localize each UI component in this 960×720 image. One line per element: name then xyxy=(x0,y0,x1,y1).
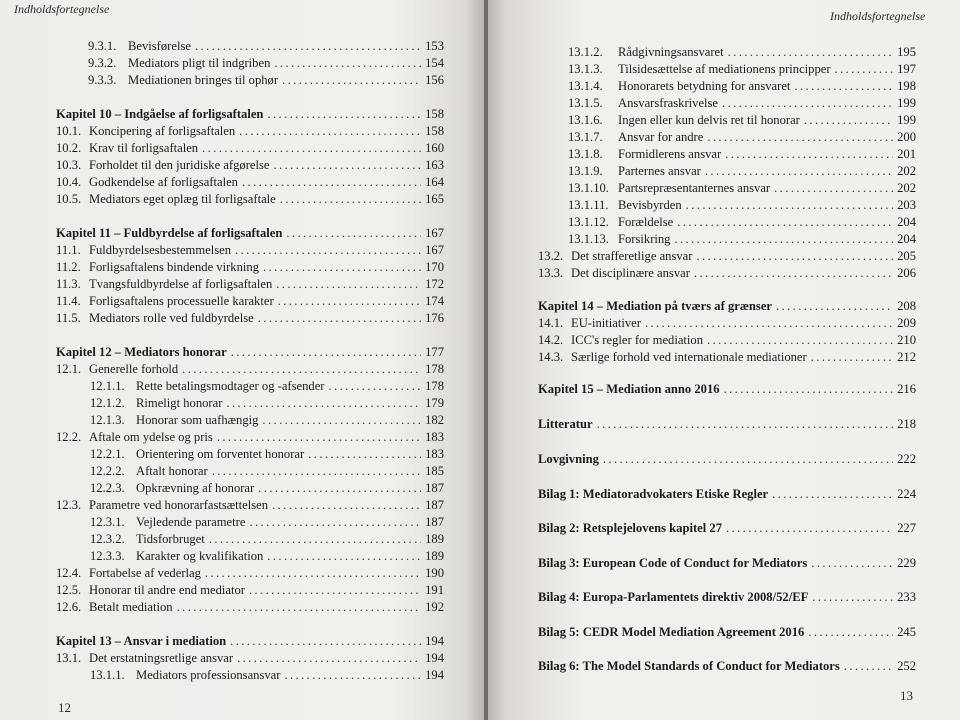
toc-page-number: 167 xyxy=(425,226,444,240)
toc-number: 13.1.7. xyxy=(568,130,603,144)
toc-page-number: 216 xyxy=(897,382,916,396)
toc-title: Ansvar for andre xyxy=(618,130,704,144)
dot-leader xyxy=(280,191,421,207)
dot-leader xyxy=(284,667,421,683)
dot-leader xyxy=(177,599,422,615)
toc-number: 12.1.3. xyxy=(90,413,125,427)
toc-page-number: 227 xyxy=(897,521,916,535)
dot-leader xyxy=(217,429,421,445)
toc-title: Ansvarsfraskrivelse xyxy=(618,96,719,110)
dot-leader xyxy=(812,589,893,605)
toc-page-number: 182 xyxy=(425,413,444,427)
toc-page-number: 158 xyxy=(425,124,444,138)
toc-title: Generelle forhold xyxy=(89,362,179,376)
toc-number: 10.4. xyxy=(56,175,82,189)
toc-page-number: 191 xyxy=(425,583,444,597)
dot-leader xyxy=(272,497,421,513)
toc-title: Bevisførelse xyxy=(128,39,191,53)
toc-entry xyxy=(568,61,916,77)
toc-number: 13.1.4. xyxy=(568,79,603,93)
toc-page-number: 156 xyxy=(425,73,444,87)
toc-number: 12.1.1. xyxy=(90,379,125,393)
toc-page-number: 194 xyxy=(425,668,444,682)
dot-leader xyxy=(696,248,893,264)
toc-title: Mediationen bringes til ophør xyxy=(128,73,279,87)
dot-leader xyxy=(705,163,893,179)
toc-number: 12.5. xyxy=(56,583,82,597)
toc-chapter-entry xyxy=(538,416,916,432)
toc-title: Forligsaftalens processuelle karakter xyxy=(89,294,274,308)
toc-title: Koncipering af forligsaftalen xyxy=(89,124,236,138)
toc-entry xyxy=(568,129,916,145)
toc-entry xyxy=(56,123,444,139)
toc-number: 12.3.1. xyxy=(90,515,125,529)
toc-title: Rimeligt honorar xyxy=(136,396,223,410)
dot-leader xyxy=(772,486,893,502)
toc-entry xyxy=(56,310,444,326)
dot-leader xyxy=(811,555,893,571)
toc-title: Orientering om forventet honorar xyxy=(136,447,305,461)
toc-page-number: 154 xyxy=(425,56,444,70)
toc-page-number: 252 xyxy=(897,659,916,673)
toc-page-number: 187 xyxy=(425,515,444,529)
toc-title: Det strafferetlige ansvar xyxy=(571,249,693,263)
toc-entry xyxy=(88,38,444,54)
dot-leader xyxy=(267,548,421,564)
toc-page-number: 245 xyxy=(897,625,916,639)
toc-title: Det disciplinære ansvar xyxy=(571,266,690,280)
dot-leader xyxy=(645,315,893,331)
dot-leader xyxy=(308,446,421,462)
toc-title: Bilag 4: Europa-Parlamentets direktiv 2008/52/EF xyxy=(538,590,809,604)
toc-page-number: 190 xyxy=(425,566,444,580)
toc-title: Parternes ansvar xyxy=(618,164,701,178)
toc-number: 12.3.2. xyxy=(90,532,125,546)
toc-chapter-entry xyxy=(538,624,916,640)
toc-title: Krav til forligsaftalen xyxy=(89,141,199,155)
toc-title: Kapitel 13 – Ansvar i mediation xyxy=(56,634,227,648)
toc-number: 12.1.2. xyxy=(90,396,125,410)
toc-entry xyxy=(56,293,444,309)
toc-number: 14.3. xyxy=(538,350,564,364)
toc-number: 14.2. xyxy=(538,333,564,347)
toc-number: 9.3.3. xyxy=(88,73,117,87)
dot-leader xyxy=(674,231,893,247)
dot-leader xyxy=(239,123,421,139)
toc-chapter-entry xyxy=(538,451,916,467)
toc-chapter-entry xyxy=(56,225,444,241)
toc-title: Fuldbyrdelsesbestemmelsen xyxy=(89,243,232,257)
toc-page-number: 179 xyxy=(425,396,444,410)
toc-title: Tilsidesættelse af mediationens principper xyxy=(618,62,831,76)
toc-page-number: 208 xyxy=(897,299,916,313)
toc-number: 12.2.2. xyxy=(90,464,125,478)
toc-title: Bilag 2: Retsplejelovens kapitel 27 xyxy=(538,521,722,535)
toc-page-number: 164 xyxy=(425,175,444,189)
toc-entry xyxy=(90,548,444,564)
toc-entry xyxy=(568,197,916,213)
toc-entry xyxy=(568,95,916,111)
toc-page-number: 183 xyxy=(425,430,444,444)
dot-leader xyxy=(844,658,893,674)
toc-page-number: 199 xyxy=(897,113,916,127)
toc-page-number: 158 xyxy=(425,107,444,121)
toc-title: Formidlerens ansvar xyxy=(618,147,722,161)
dot-leader xyxy=(249,514,421,530)
dot-leader xyxy=(811,349,893,365)
toc-entry xyxy=(56,259,444,275)
dot-leader xyxy=(263,259,421,275)
toc-number: 13.3. xyxy=(538,266,564,280)
toc-entry xyxy=(90,514,444,530)
toc-entry xyxy=(56,429,444,445)
toc-title: EU-initiativer xyxy=(571,316,641,330)
toc-page-number: 183 xyxy=(425,447,444,461)
toc-title: ICC's regler for mediation xyxy=(571,333,704,347)
toc-title: Aftalt honorar xyxy=(136,464,208,478)
toc-entry xyxy=(56,191,444,207)
toc-page-number: 202 xyxy=(897,181,916,195)
toc-number: 13.1.10. xyxy=(568,181,609,195)
toc-title: Bevisbyrden xyxy=(618,198,682,212)
toc-page-number: 222 xyxy=(897,452,916,466)
toc-page-number: 178 xyxy=(425,379,444,393)
toc-number: 10.2. xyxy=(56,141,82,155)
toc-number: 11.1. xyxy=(56,243,81,257)
toc-entry xyxy=(568,146,916,162)
dot-leader xyxy=(249,582,421,598)
toc-entry xyxy=(538,332,916,348)
toc-page-number: 195 xyxy=(897,45,916,59)
toc-page-number: 177 xyxy=(425,345,444,359)
toc-entry xyxy=(538,349,916,365)
toc-title: Tvangsfuldbyrdelse af forligsaftalen xyxy=(89,277,273,291)
dot-leader xyxy=(235,242,421,258)
toc-entry xyxy=(56,276,444,292)
dot-leader xyxy=(728,44,893,60)
toc-number: 12.6. xyxy=(56,600,82,614)
dot-leader xyxy=(726,520,893,536)
toc-page-number: 204 xyxy=(897,232,916,246)
dot-leader xyxy=(677,214,893,230)
toc-entry xyxy=(568,231,916,247)
toc-number: 14.1. xyxy=(538,316,564,330)
dot-leader xyxy=(776,298,893,314)
dot-leader xyxy=(276,276,421,292)
toc-chapter-entry xyxy=(538,520,916,536)
toc-number: 12.2.3. xyxy=(90,481,125,495)
toc-page-number: 206 xyxy=(897,266,916,280)
toc-entry xyxy=(56,650,444,666)
toc-page-number: 172 xyxy=(425,277,444,291)
toc-page-number: 178 xyxy=(425,362,444,376)
dot-leader xyxy=(182,361,421,377)
toc-number: 13.1. xyxy=(56,651,82,665)
dot-leader xyxy=(804,112,893,128)
dot-leader xyxy=(258,310,421,326)
dot-leader xyxy=(267,106,421,122)
toc-number: 12.3. xyxy=(56,498,82,512)
toc-page-number: 198 xyxy=(897,79,916,93)
page-number: 13 xyxy=(900,688,913,703)
toc-title: Særlige forhold ved internationale mediationer xyxy=(571,350,807,364)
toc-number: 12.4. xyxy=(56,566,82,580)
toc-title: Honorar som uafhængig xyxy=(136,413,259,427)
page-number: 12 xyxy=(58,700,71,715)
toc-chapter-entry xyxy=(538,658,916,674)
toc-title: Ingen eller kun delvis ret til honorar xyxy=(618,113,800,127)
toc-number: 11.3. xyxy=(56,277,81,291)
toc-number: 13.1.6. xyxy=(568,113,603,127)
toc-title: Kapitel 12 – Mediators honorar xyxy=(56,345,227,359)
dot-leader xyxy=(231,344,421,360)
toc-title: Aftale om ydelse og pris xyxy=(89,430,213,444)
toc-page-number: 170 xyxy=(425,260,444,274)
dot-leader xyxy=(205,565,421,581)
toc-page-number: 218 xyxy=(897,417,916,431)
dot-leader xyxy=(195,38,421,54)
toc-page-number: 199 xyxy=(897,96,916,110)
toc-entry xyxy=(56,565,444,581)
toc-number: 13.1.13. xyxy=(568,232,609,246)
toc-title: Mediators pligt til indgriben xyxy=(128,56,271,70)
toc-entry xyxy=(568,112,916,128)
toc-page-number: 189 xyxy=(425,532,444,546)
toc-page-number: 187 xyxy=(425,481,444,495)
dot-leader xyxy=(794,78,893,94)
toc-entry xyxy=(56,242,444,258)
toc-entry xyxy=(90,395,444,411)
toc-page-number: 174 xyxy=(425,294,444,308)
toc-entry xyxy=(90,446,444,462)
toc-number: 10.5. xyxy=(56,192,82,206)
toc-number: 12.3.3. xyxy=(90,549,125,563)
toc-chapter-entry xyxy=(538,589,916,605)
toc-title: Vejledende parametre xyxy=(136,515,246,529)
dot-leader xyxy=(262,412,421,428)
toc-entry xyxy=(56,140,444,156)
toc-title: Kapitel 14 – Mediation på tværs af grænser xyxy=(538,299,773,313)
toc-entry xyxy=(90,480,444,496)
toc-entry xyxy=(90,667,444,683)
toc-title: Rette betalingsmodtager og -afsender xyxy=(136,379,325,393)
toc-title: Bilag 6: The Model Standards of Conduct for Mediators xyxy=(538,659,840,673)
toc-number: 11.4. xyxy=(56,294,81,308)
toc-page-number: 153 xyxy=(425,39,444,53)
dot-leader xyxy=(774,180,893,196)
toc-title: Bilag 5: CEDR Model Mediation Agreement 2016 xyxy=(538,625,805,639)
toc-number: 13.1.9. xyxy=(568,164,603,178)
toc-title: Det erstatningsretlige ansvar xyxy=(89,651,234,665)
toc-entry xyxy=(90,412,444,428)
toc-title: Kapitel 10 – Indgåelse af forligsaftalen xyxy=(56,107,264,121)
toc-title: Mediators eget oplæg til forligsaftale xyxy=(89,192,276,206)
toc-number: 11.2. xyxy=(56,260,81,274)
dot-leader xyxy=(237,650,421,666)
toc-entry xyxy=(538,265,916,281)
dot-leader xyxy=(226,395,421,411)
toc-page-number: 209 xyxy=(897,316,916,330)
toc-entry xyxy=(88,72,444,88)
toc-chapter-entry xyxy=(538,555,916,571)
toc-number: 12.2. xyxy=(56,430,82,444)
toc-page-number: 201 xyxy=(897,147,916,161)
toc-number: 13.1.12. xyxy=(568,215,609,229)
toc-title: Karakter og kvalifikation xyxy=(136,549,264,563)
toc-title: Mediators rolle ved fuldbyrdelse xyxy=(89,311,254,325)
toc-page-number: 167 xyxy=(425,243,444,257)
toc-page-number: 163 xyxy=(425,158,444,172)
toc-entry xyxy=(56,599,444,615)
toc-page-number: 194 xyxy=(425,634,444,648)
running-head: Indholdsfortegnelse xyxy=(830,9,926,23)
toc-page-number: 176 xyxy=(425,311,444,325)
toc-title: Bilag 3: European Code of Conduct for Mediators xyxy=(538,556,808,570)
toc-entry xyxy=(568,78,916,94)
toc-number: 12.2.1. xyxy=(90,447,125,461)
toc-title: Fortabelse af vederlag xyxy=(89,566,201,580)
toc-chapter-entry xyxy=(538,486,916,502)
toc-title: Honorar til andre end mediator xyxy=(89,583,245,597)
toc-title: Bilag 1: Mediatoradvokaters Etiske Regler xyxy=(538,487,769,501)
toc-title: Forældelse xyxy=(618,215,674,229)
toc-title: Litteratur xyxy=(538,417,593,431)
right-page xyxy=(488,0,960,720)
toc-number: 13.1.8. xyxy=(568,147,603,161)
toc-number: 10.3. xyxy=(56,158,82,172)
toc-entry xyxy=(88,55,444,71)
toc-page-number: 224 xyxy=(897,487,916,501)
toc-page-number: 212 xyxy=(897,350,916,364)
toc-entry xyxy=(56,582,444,598)
toc-number: 9.3.1. xyxy=(88,39,117,53)
dot-leader xyxy=(597,416,894,432)
toc-title: Kapitel 11 – Fuldbyrdelse af forligsaftalen xyxy=(56,226,283,240)
toc-entry xyxy=(56,174,444,190)
toc-title: Godkendelse af forligsaftalen xyxy=(89,175,238,189)
toc-number: 9.3.2. xyxy=(88,56,117,70)
toc-number: 13.1.5. xyxy=(568,96,603,110)
toc-page-number: 194 xyxy=(425,651,444,665)
toc-entry xyxy=(56,361,444,377)
toc-entry xyxy=(56,157,444,173)
toc-number: 13.1.3. xyxy=(568,62,603,76)
toc-title: Partsrepræsentanternes ansvar xyxy=(618,181,771,195)
dot-leader xyxy=(808,624,893,640)
dot-leader xyxy=(274,55,421,71)
dot-leader xyxy=(212,463,421,479)
toc-title: Tidsforbruget xyxy=(136,532,205,546)
toc-number: 11.5. xyxy=(56,311,81,325)
toc-entry xyxy=(568,180,916,196)
dot-leader xyxy=(722,95,893,111)
dot-leader xyxy=(725,146,893,162)
toc-title: Forholdet til den juridiske afgørelse xyxy=(89,158,270,172)
toc-entry xyxy=(568,214,916,230)
toc-chapter-entry xyxy=(56,344,444,360)
toc-page-number: 165 xyxy=(425,192,444,206)
toc-page-number: 205 xyxy=(897,249,916,263)
toc-title: Rådgivningsansvaret xyxy=(618,45,724,59)
toc-title: Parametre ved honorarfastsættelsen xyxy=(89,498,269,512)
toc-entry xyxy=(568,44,916,60)
dot-leader xyxy=(242,174,421,190)
dot-leader xyxy=(724,381,894,397)
dot-leader xyxy=(707,332,893,348)
toc-title: Lovgivning xyxy=(538,452,599,466)
dot-leader xyxy=(282,72,421,88)
toc-number: 13.1.11. xyxy=(568,198,609,212)
toc-page-number: 187 xyxy=(425,498,444,512)
dot-leader xyxy=(258,480,421,496)
toc-entry xyxy=(56,497,444,513)
dot-leader xyxy=(202,140,421,156)
toc-page-number: 210 xyxy=(897,333,916,347)
toc-page-number: 185 xyxy=(425,464,444,478)
toc-chapter-entry xyxy=(56,106,444,122)
toc-page-number: 200 xyxy=(897,130,916,144)
toc-entry xyxy=(90,463,444,479)
toc-entry xyxy=(90,531,444,547)
toc-page-number: 189 xyxy=(425,549,444,563)
toc-title: Forligsaftalens bindende virkning xyxy=(89,260,259,274)
dot-leader xyxy=(603,451,893,467)
dot-leader xyxy=(209,531,421,547)
dot-leader xyxy=(273,157,421,173)
toc-page-number: 233 xyxy=(897,590,916,604)
toc-entry xyxy=(538,315,916,331)
toc-chapter-entry xyxy=(538,381,916,397)
toc-entry xyxy=(90,378,444,394)
dot-leader xyxy=(835,61,894,77)
toc-number: 12.1. xyxy=(56,362,82,376)
running-head: Indholdsfortegnelse xyxy=(14,2,110,16)
toc-title: Honorarets betydning for ansvaret xyxy=(618,79,791,93)
toc-number: 13.2. xyxy=(538,249,564,263)
toc-page-number: 229 xyxy=(897,556,916,570)
toc-page-number: 197 xyxy=(897,62,916,76)
toc-page-number: 202 xyxy=(897,164,916,178)
toc-title: Kapitel 15 – Mediation anno 2016 xyxy=(538,382,720,396)
toc-chapter-entry xyxy=(538,298,916,314)
toc-number: 13.1.1. xyxy=(90,668,125,682)
toc-chapter-entry xyxy=(56,633,444,649)
toc-page-number: 203 xyxy=(897,198,916,212)
toc-title: Opkrævning af honorar xyxy=(136,481,255,495)
toc-number: 10.1. xyxy=(56,124,82,138)
toc-entry xyxy=(538,248,916,264)
toc-title: Forsikring xyxy=(618,232,671,246)
toc-entry xyxy=(568,163,916,179)
toc-page-number: 160 xyxy=(425,141,444,155)
toc-number: 13.1.2. xyxy=(568,45,603,59)
toc-page-number: 192 xyxy=(425,600,444,614)
dot-leader xyxy=(230,633,421,649)
dot-leader xyxy=(286,225,421,241)
dot-leader xyxy=(694,265,893,281)
toc-title: Mediators professionsansvar xyxy=(136,668,281,682)
dot-leader xyxy=(686,197,893,213)
dot-leader xyxy=(278,293,421,309)
dot-leader xyxy=(707,129,893,145)
dot-leader xyxy=(329,378,422,394)
toc-page-number: 204 xyxy=(897,215,916,229)
toc-title: Betalt mediation xyxy=(89,600,173,614)
